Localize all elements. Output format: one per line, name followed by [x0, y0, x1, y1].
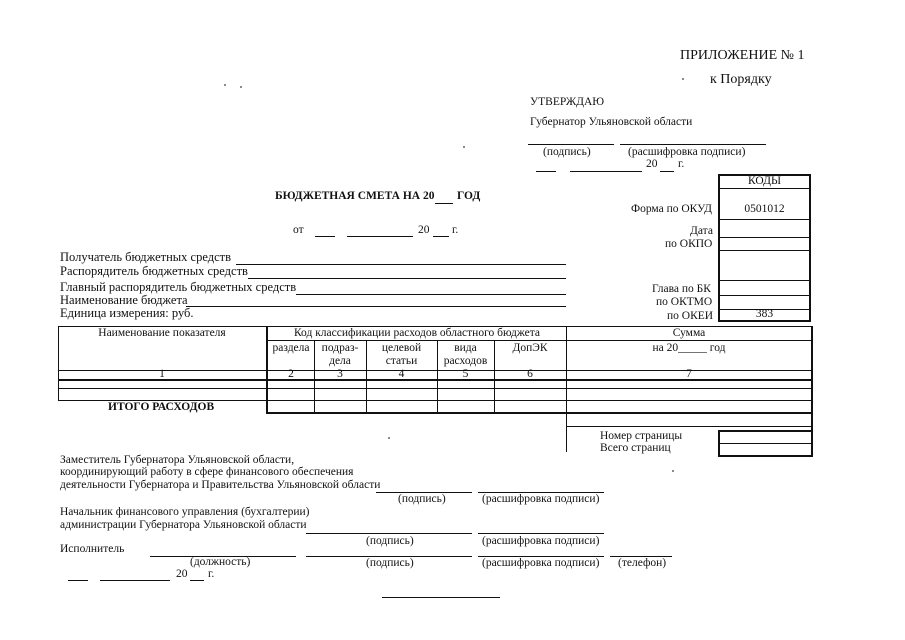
executor-position-caption: (должность): [190, 556, 251, 568]
col-name-header: Наименование показателя: [98, 327, 226, 339]
approve-decode-caption: (расшифровка подписи): [628, 146, 746, 158]
codes-header: КОДЫ: [748, 175, 781, 187]
okei-value: 383: [755, 308, 774, 320]
approve-month-line: [570, 171, 642, 172]
total-pages-label: Всего страниц: [600, 442, 671, 454]
to-order-label: к Порядку: [710, 72, 772, 87]
budget-name-label: Наименование бюджета: [60, 293, 188, 307]
finance-line-2: администрации Губернатора Ульяновской области: [60, 519, 307, 531]
budget-name-line: [186, 306, 566, 307]
page-number-label: Номер страницы: [600, 430, 683, 442]
finance-signature-caption: (подпись): [366, 535, 414, 547]
codes-box: [718, 174, 811, 322]
col-num-1: 1: [159, 368, 165, 380]
deputy-line-3: деятельности Губернатора и Правительства Ульяновской области: [60, 479, 381, 491]
from-year: 20: [418, 224, 430, 236]
approve-year-line: [660, 171, 674, 172]
finance-decode-line: [478, 533, 604, 534]
col-num-5: 5: [462, 368, 469, 380]
col-target-1: целевой: [381, 342, 422, 354]
executor-signature-caption: (подпись): [366, 557, 414, 569]
recipient-label: Получатель бюджетных средств: [60, 250, 232, 264]
bottom-line: [382, 597, 500, 598]
scan-speck: [224, 84, 226, 86]
approve-year-g: г.: [678, 158, 685, 170]
from-month-line: [347, 236, 413, 237]
executor-month-line: [100, 580, 170, 581]
approve-decode-line: [620, 144, 766, 145]
col-num-7: 7: [686, 368, 692, 380]
col-razdel: раздела: [272, 342, 310, 354]
governor-label: Губернатор Ульяновской области: [530, 116, 693, 128]
col-podrazdel-1: подраз-: [321, 342, 359, 354]
finance-decode-caption: (расшифровка подписи): [482, 535, 600, 547]
scan-speck: [672, 470, 674, 472]
executor-year-line: [190, 580, 204, 581]
main-manager-line: [296, 294, 566, 295]
document-title-suffix: ГОД: [457, 190, 481, 202]
title-year-line: [435, 203, 453, 204]
from-year-line: [433, 236, 449, 237]
col-sum-year: на 20_____ год: [652, 342, 726, 354]
executor-day-line: [68, 580, 88, 581]
executor-label: Исполнитель: [60, 543, 125, 555]
col-num-3: 3: [337, 368, 343, 380]
executor-year: 20: [176, 568, 188, 580]
finance-line-1: Начальник финансового управления (бухгалтерии): [60, 506, 310, 518]
executor-phone-caption: (телефон): [618, 557, 667, 569]
scan-speck: [682, 78, 684, 80]
appendix-title: ПРИЛОЖЕНИЕ № 1: [680, 48, 805, 63]
executor-decode-caption: (расшифровка подписи): [482, 557, 600, 569]
col-podrazdel-2: дела: [329, 355, 351, 367]
approve-signature-caption: (подпись): [543, 146, 591, 158]
scan-speck: [463, 146, 465, 148]
from-day-line: [315, 236, 335, 237]
approve-signature-line: [528, 144, 614, 145]
col-num-6: 6: [527, 368, 533, 380]
deputy-signature-caption: (подпись): [398, 493, 446, 505]
deputy-line-2: координирующий работу в сфере финансового обеспечения: [60, 466, 354, 478]
approve-day-line: [536, 171, 556, 172]
glava-label: Глава по БК: [652, 283, 711, 295]
col-target-2: статьи: [385, 355, 418, 367]
okei-label: по ОКЕИ: [667, 310, 714, 322]
approve-label: УТВЕРЖДАЮ: [530, 96, 605, 108]
col-code-group-header: Код классификации расходов областного бюджета: [293, 327, 541, 339]
document-title: БЮДЖЕТНАЯ СМЕТА НА 20: [275, 190, 435, 202]
unit-label: Единица измерения: руб.: [60, 306, 194, 320]
col-dopek: ДопЭК: [512, 342, 548, 354]
col-kind-2: расходов: [443, 355, 488, 367]
manager-label: Распорядитель бюджетных средств: [60, 264, 248, 278]
col-num-4: 4: [398, 368, 405, 380]
okpo-label: по ОКПО: [665, 238, 713, 250]
date-label: Дата: [690, 225, 713, 237]
main-manager-label: Главный распорядитель бюджетных средств: [60, 280, 297, 294]
approve-year: 20: [646, 158, 658, 170]
scan-speck: [388, 437, 390, 439]
from-year-g: г.: [452, 224, 459, 236]
deputy-line-1: Заместитель Губернатора Ульяновской области,: [60, 454, 295, 466]
col-kind-1: вида: [454, 342, 477, 354]
deputy-decode-caption: (расшифровка подписи): [482, 493, 600, 505]
recipient-line: [236, 264, 566, 265]
from-label: от: [293, 224, 304, 236]
executor-year-g: г.: [208, 568, 215, 580]
col-sum-header: Сумма: [672, 327, 706, 339]
okud-value: 0501012: [744, 203, 785, 215]
finance-signature-line: [306, 533, 472, 534]
scan-speck: [240, 86, 242, 88]
manager-line: [248, 278, 566, 279]
total-expenses-label: ИТОГО РАСХОДОВ: [108, 401, 215, 413]
okud-label: Форма по ОКУД: [631, 203, 712, 215]
col-num-2: 2: [288, 368, 294, 380]
oktmo-label: по ОКТМО: [656, 296, 713, 308]
